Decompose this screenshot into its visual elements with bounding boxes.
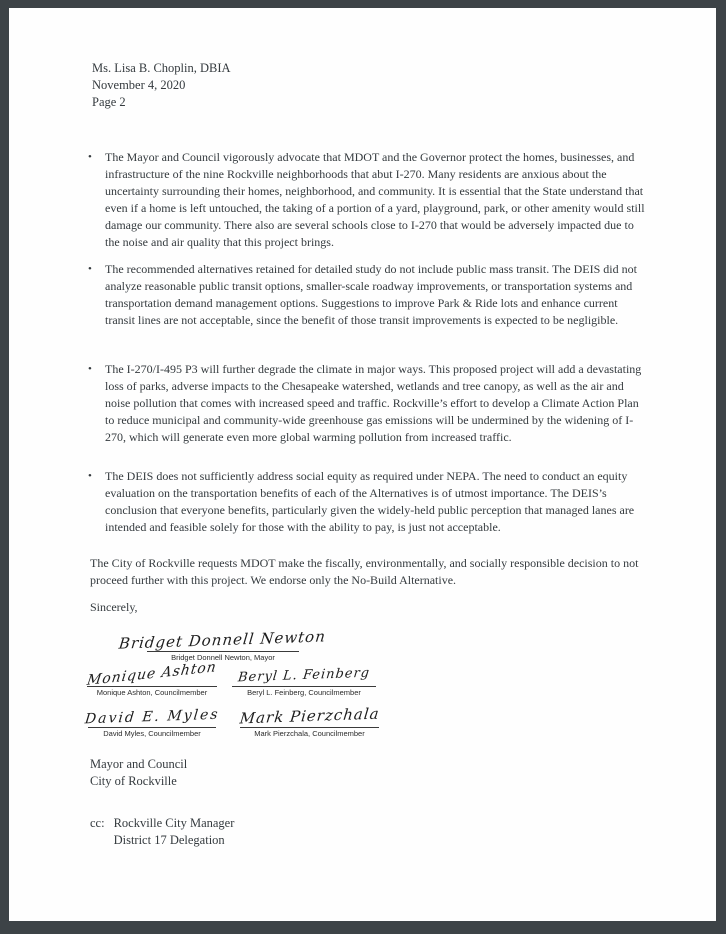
recipient-line: Ms. Lisa B. Choplin, DBIA [92,61,231,75]
bullet-item-1 [88,149,645,251]
signature-block-pierzchala [240,700,379,738]
sender-block [90,756,187,790]
page-number-line: Page 2 [92,95,126,109]
signature-handwriting-myles: David E. Myles [83,706,221,728]
bullet-item-4 [88,468,645,536]
cc-label: cc: [90,816,105,830]
signature-handwriting-feinberg: Beryl L. Feinberg [237,665,371,686]
signature-handwriting-pierzchala: Mark Pierzchala [238,704,381,728]
bullet-marker: • [88,470,92,482]
salutation: Sincerely, [90,600,138,614]
bullet-item-2 [88,261,645,329]
bullet-marker: • [88,363,92,375]
bullet-marker: • [88,151,92,163]
bullet-text-transit: The recommended alternatives retained for detailed study do not include public mass transit. The DEIS did not analyze reasonable public transit options, smaller-scale roadway improvements, or transportation systems and transportation demand management options. Suggestions to improve Park & Ride lots and enhance current transit lines are not acceptable, since the benefit of those transit improvements is expected to be negligible. [105,262,637,327]
bullet-item-3 [88,361,645,446]
closing-paragraph: The City of Rockville requests MDOT make the fiscally, environmentally, and socially responsible decision to not proceed further with this project. We endorse only the No-Build Alternative. [90,556,639,587]
signature-block-feinberg [232,664,376,697]
letter-page [9,8,716,921]
cc-recipients [114,815,235,849]
bullet-marker: • [88,263,92,275]
signature-handwriting-newton: Bridget Donnell Newton [118,627,328,653]
bullet-text-climate: The I-270/I-495 P3 will further degrade the climate in major ways. This proposed project will add a devastating loss of parks, adverse impacts to the Chesapeake watershed, wetlands and tree canopy, as well as the air and noise pollution that comes with increased speed and traffic. Rockville’s effort to develop a Climate Action Plan to reduce municipal and community-wide greenhouse gas emissions will be undermined by the widening of I-270, which will generate even more global warming pollution from increased traffic. [105,362,642,444]
cc-block [90,815,234,849]
sender-line-1: Mayor and Council [90,757,188,771]
signature-caption-feinberg: Beryl L. Feinberg, Councilmember [247,688,361,697]
signature-caption-newton: Bridget Donnell Newton, Mayor [171,653,275,662]
letter-header [92,60,231,111]
date-line: November 4, 2020 [92,78,186,92]
bullet-text-neighborhoods: The Mayor and Council vigorously advocate that MDOT and the Governor protect the homes, businesses, and infrastructure of the nine Rockville neighborhoods that abut I-270. Many residents are anxious about the uncertainty surrounding their homes, neighborhood, and community. It is essential that the State understand that even if a home is left untouched, the taking of a portion of a yard, playground, park, or other amenity would still damage our community. There also are several schools close to I-270 that would be adversely impacted due to the noise and air quality that this project brings. [105,150,645,249]
signature-caption-myles: David Myles, Councilmember [103,729,201,738]
sender-line-2: City of Rockville [90,774,177,788]
signature-caption-pierzchala: Mark Pierzchala, Councilmember [254,729,365,738]
cc-line-2: District 17 Delegation [113,833,225,847]
signature-handwriting-ashton: Monique Ashton [85,659,218,690]
signature-block-myles [83,705,221,738]
cc-line-1: Rockville City Manager [113,816,235,830]
bullet-text-equity: The DEIS does not sufficiently address social equity as required under NEPA. The need to conduct an equity evaluation on the transportation benefits of each of the Alternatives is of utmost importance. The DEIS’s conclusion that everyone benefits, particularly given the widely-held public perception that managed lanes are intended and feasible solely for those with the ability to pay, is just not acceptable. [105,469,635,534]
signature-block-ashton [87,658,217,697]
signature-caption-ashton: Monique Ashton, Councilmember [96,688,208,697]
